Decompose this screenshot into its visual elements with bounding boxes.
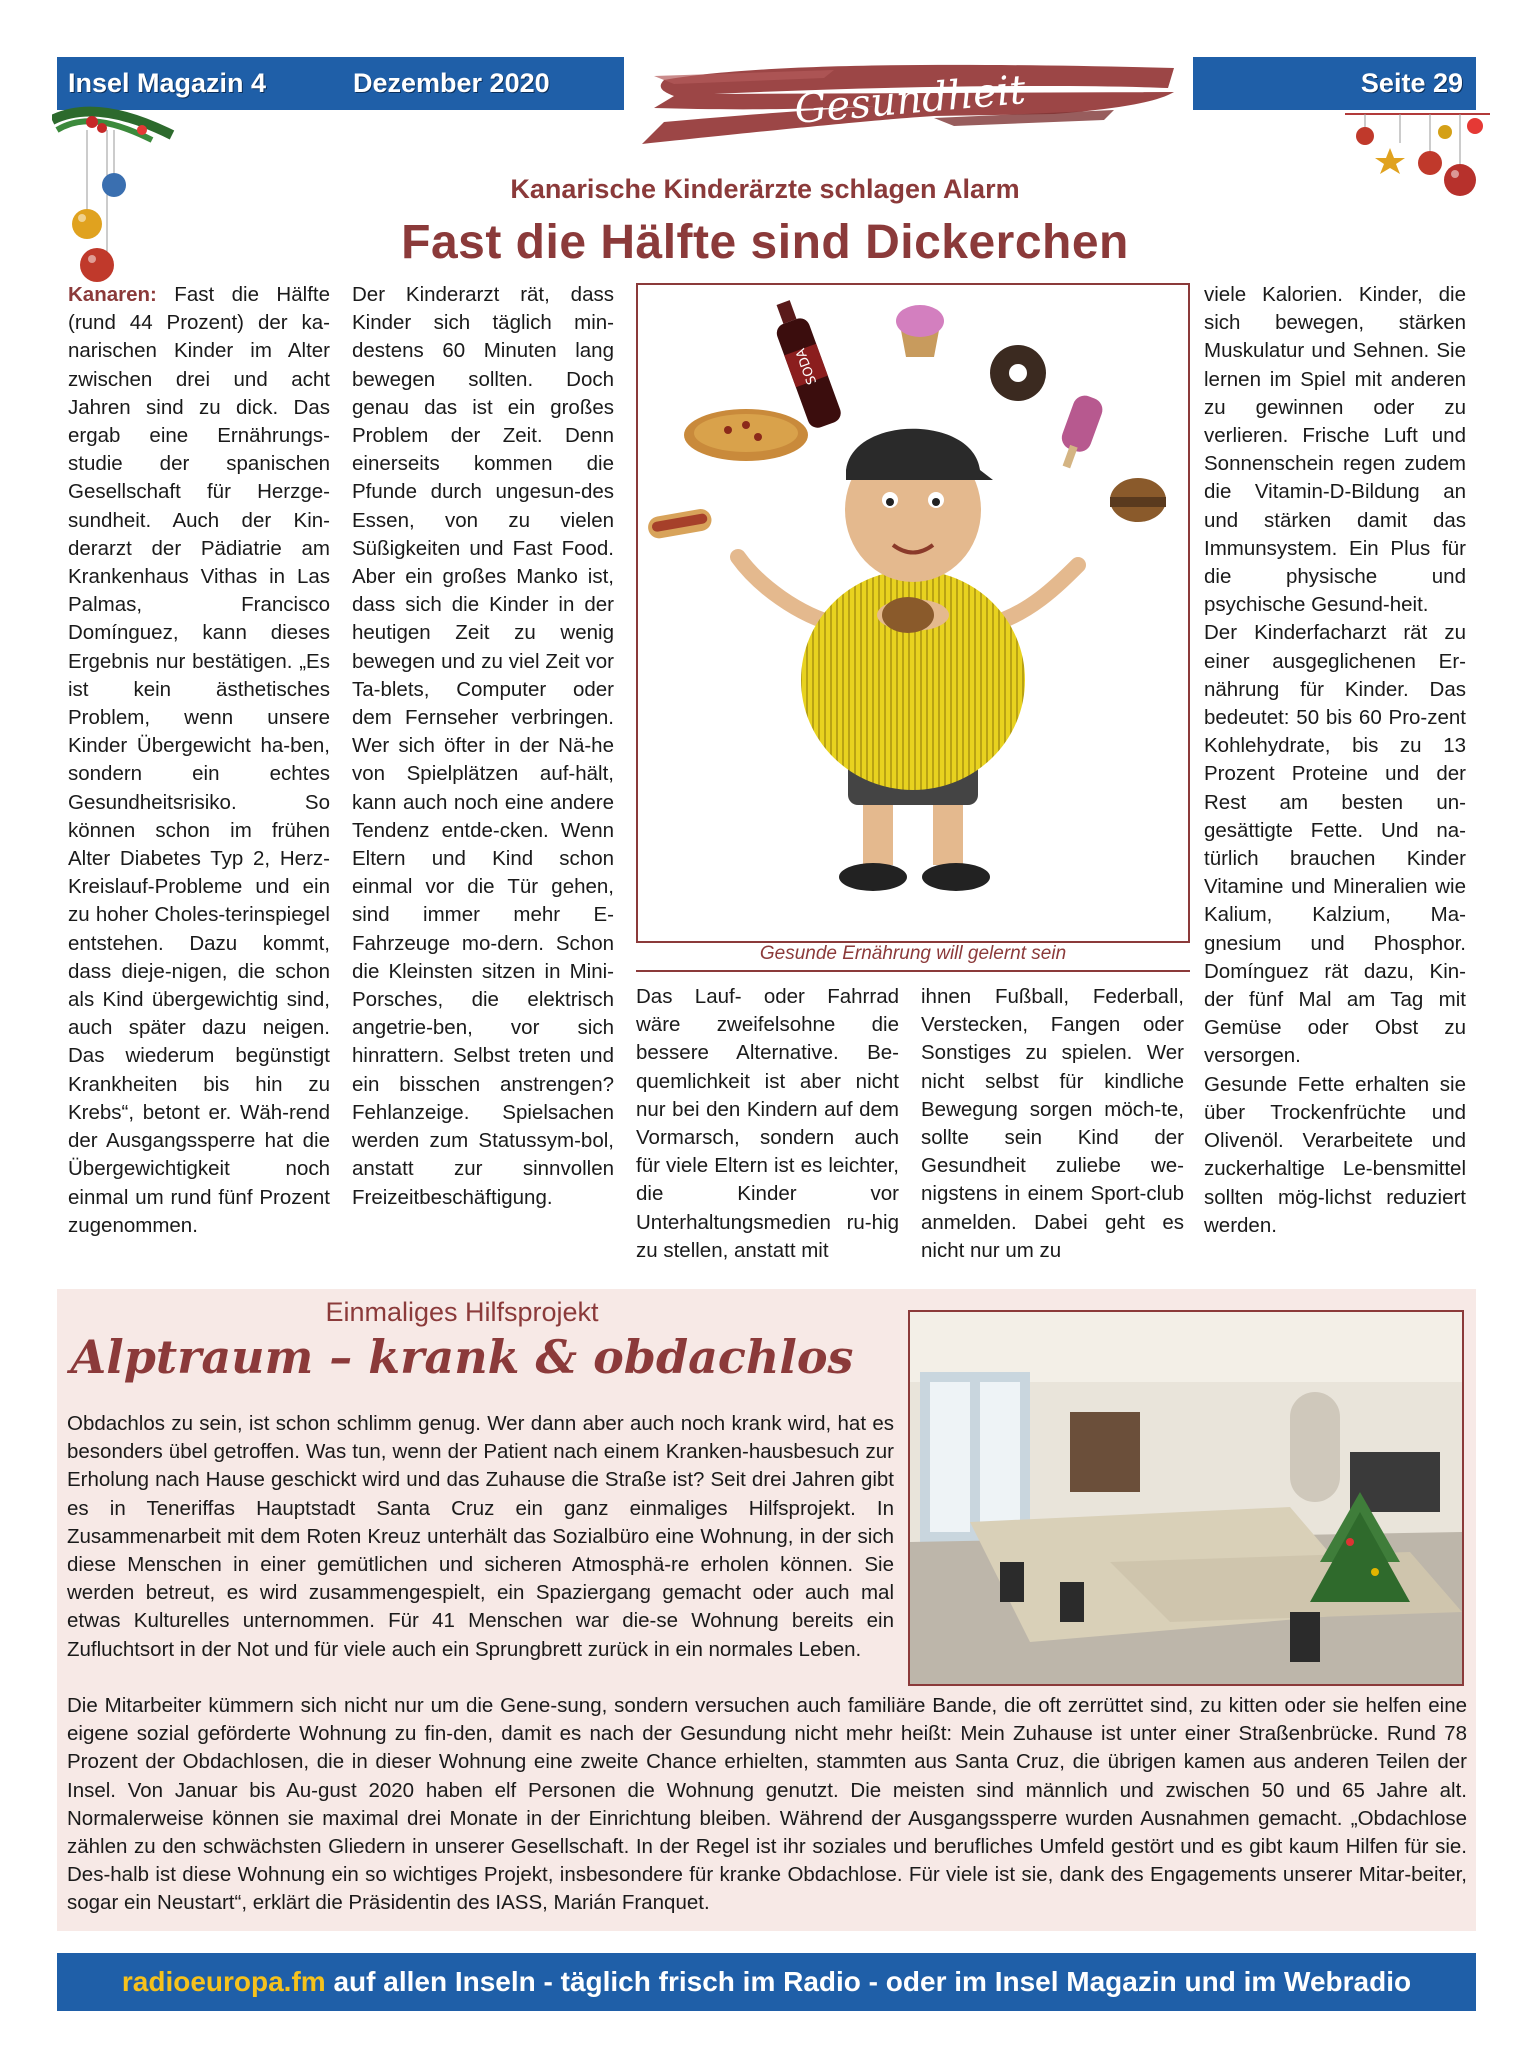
hotdog-icon [646,507,713,540]
article-column-4 [921,983,1184,1265]
page-number: Seite 29 [1360,68,1463,98]
footer-text: auf allen Inseln - täglich frisch im Radio - oder im Insel Magazin und im Webradio [325,1966,1412,1997]
column-3-text: Das Lauf- oder Fahrrad wäre zweifelsohne die bessere Alternative. Be-quemlichkeit ist aber nicht nur bei den Kindern auf dem Vormarsch, sondern auch für viele Eltern ist es leichter, die Kinder vor Unterhaltungsmedien ru-hig zu stellen, anstatt mit [636,985,899,1262]
soda-bottle-icon [767,297,843,431]
article-2-kicker: Einmaliges Hilfsprojekt [325,1297,599,1327]
article-column-1 [68,281,330,1240]
column-4-text: ihnen Fußball, Federball, Verstecken, Fangen oder Sonstiges zu spielen. Wer nicht selbst für kindliche Bewegung sorgen möch-te, sollte sein Kind der Gesundheit zuliebe we-nigstens in einem Sport-club anmelden. Dabei geht es nicht nur um zu [921,985,1184,1262]
article-kicker: Kanarische Kinderärzte schlagen Alarm [510,174,1020,204]
article-headline: Fast die Hälfte sind Dickerchen [401,216,1129,269]
column-2-text: Der Kinderarzt rät, dass Kinder sich täglich min-destens 60 Minuten lang bewegen sollten. Doch genau das ist ein großes Problem der Zeit. Denn einerseits kommen die Pfunde durch ungesun-des Essen, von zu vielen Süßigkeiten und Fast Food. Aber ein großes Manko ist, dass sich die Kinder in der heutigen Zeit zu wenig bewegen und zu viel Zeit vor Ta-blets, Computer oder dem Fernseher verbringen. Wer sich öfter in der Nä-he von Spielplätzen auf-hält, kann auch noch eine andere Tendenz entde-cken. Wenn Eltern und Kind schon einmal vor die Tür gehen, sind immer mehr E-Fahrzeuge mo-dern. Schon die Kleinsten sitzen in Mini-Porsches, die elektrisch angetrie-ben, vor sich hinrattern. Selbst treten und ein bisschen anstrengen? Fehlanzeige. Spielsachen werden zum Statussym-bol, anstatt zur sinnvollen Freizeitbeschäftigung. [352,283,614,1209]
footer-slogan [57,1953,1476,2011]
soda-label: SODA [793,346,821,387]
child-figure [738,429,1078,891]
magazine-name: Insel Magazin 4 [68,68,267,98]
column-5-para-1: viele Kalorien. Kinder, die sich bewegen, stärken Muskulatur und Sehnen. Sie lernen im Spiel mit anderen zu gewinnen oder zu verlieren. Frische Luft und Sonnenschein regen zudem die Vitamin-D-Bildung an und stärken damit das Immunsystem. Ein Plus für die physische und psychische Gesund-heit. [1204,283,1466,617]
article-2-body-bottom: Die Mitarbeiter kümmern sich nicht nur um die Gene-sung, sondern versuchen auch familiäre Bande, die oft zerrüttet sind, zu kitten oder sie helfen eine eigene sozial geförderte Wohnung zu fin-den, damit es nach der Gesundung nicht mehr heißt: Mein Zuhause ist unter einer Straßenbrücke. Rund 78 Prozent der Obdachlosen, die in dieser Wohnung eine zweite Chance erhielten, stammten aus Santa Cruz, die übrigen kamen aus anderen Teilen der Insel. Von Januar bis Au-gust 2020 haben elf Personen die Wohnung genutzt. Die meisten sind männlich und zwischen 50 und 65 Jahre alt. Normalerweise können sie maximal drei Monate in der Einrichtung bleiben. Während der Ausgangssperre wurden Ausnahmen gemacht. „Obdachlose zählen zu den schwächsten Gliedern in unserer Gesellschaft. In der Regel ist ihr soziales und berufliches Umfeld gestört und es gibt kaum Hilfen für sie. Des-halb ist diese Wohnung ein so wichtiges Projekt, insbesondere für kranke Obdachlose. Für viele ist sie, dank des Engagements unserer Mitar-beiter, sogar ein Neustart“, erklärt die Präsidentin des IASS, Marián Franquet. [67,1694,1467,1915]
section-title: Gesundheit [792,66,1028,134]
burger-icon [1110,478,1166,522]
issue-date: Dezember 2020 [353,68,550,98]
footer-link[interactable]: radioeuropa.fm [121,1966,326,1997]
christmas-ornaments-right [1345,108,1490,218]
popsicle-icon [1052,392,1106,472]
cupcake-icon [896,305,944,357]
illustration-frame [636,283,1190,943]
donut-icon [990,345,1046,401]
juggling-child-illustration [638,285,1188,941]
column-5-para-3: Gesunde Fette erhalten sie über Trockenfrüchte und Olivenöl. Verarbeitete und zuckerhaltige Le-bensmittel sollten mög-lichst reduziert werden. [1204,1072,1466,1237]
caption-rule [636,970,1190,972]
column-5-para-2: Der Kinderfacharzt rät zu einer ausgeglichenen Er-nährung für Kinder. Das bedeutet: 50 bis 60 Pro-zent Kohlehydrate, bis zu 13 Prozent Proteine und der Rest am besten un-gesättigte Fette. Und na-türlich brauchen Kinder Vitamine und Mineralien wie Kalium, Kalzium, Ma-gnesium und Phosphor. Domínguez rät dazu, Kin-der fünf Mal am Tag mit Gemüse oder Obst zu versorgen. [1204,621,1466,1068]
column-1-text: Fast die Hälfte (rund 44 Prozent) der ka-narischen Kinder im Alter zwischen drei und acht Jahren sind zu dick. Das ergab eine Ernährungs-studie der spanischen Gesellschaft für Herzge-sundheit. Auch der Kin-derarzt der Pädiatrie am Krankenhaus Vithas in Las Palmas, Francisco Domínguez, kann dieses Ergebnis nur bestätigen. „Es ist kein ästhetisches Problem, wenn unsere Kinder Übergewicht ha-ben, sondern ein echtes Gesundheitsrisiko. So können schon im frühen Alter Diabetes Typ 2, Herz-Kreislauf-Probleme und ein zu hoher Choles-terinspiegel entstehen. Dazu kommt, dass dieje-nigen, die schon als Kind übergewichtig sind, auch später dazu neigen. Das wiederum begünstigt Krankheiten bis hin zu Krebs“, betont er. Wäh-rend der Ausgangssperre hat die Übergewichtigkeit noch einmal um rund fünf Prozent zugenommen. [68,283,330,1237]
article-column-5 [1204,281,1466,1240]
article-column-3 [636,983,899,1265]
article-column-2 [352,281,614,1212]
article-2-body-top: Obdachlos zu sein, ist schon schlimm genug. Wer dann aber auch noch krank wird, hat es besonders übel getroffen. Was tun, wenn der Patient nach einem Kranken-hausbesuch zur Erholung nach Hause geschickt wird und das Zuhause die Straße ist? Seit drei Jahren gibt es in Teneriffas Hauptstadt Santa Cruz ein ganz einmaliges Hilfsprojekt. In Zusammenarbeit mit dem Roten Kreuz unterhält das Sozialbüro eine Wohnung, in der sich diese Menschen in einer gemütlichen und sicheren Atmosphä-re erholen können. Sie werden betreut, es wird zusammengespielt, ein Spaziergang gemacht oder auch mal etwas Kulturelles unternommen. Für 41 Menschen war die-se Wohnung bereits ein Zufluchtsort in der Not und für viele auch ein Sprungbrett zurück in ein normales Leben. [67,1412,894,1661]
pizza-icon [684,409,808,461]
dateline: Kanaren: [68,283,157,306]
christmas-ornaments-left [52,100,182,290]
figure-caption: Gesunde Ernährung will gelernt sein [759,943,1067,964]
article-2-headline: Alptraum – krank & obdachlos [70,1330,854,1384]
shelter-room-photo [908,1310,1464,1686]
